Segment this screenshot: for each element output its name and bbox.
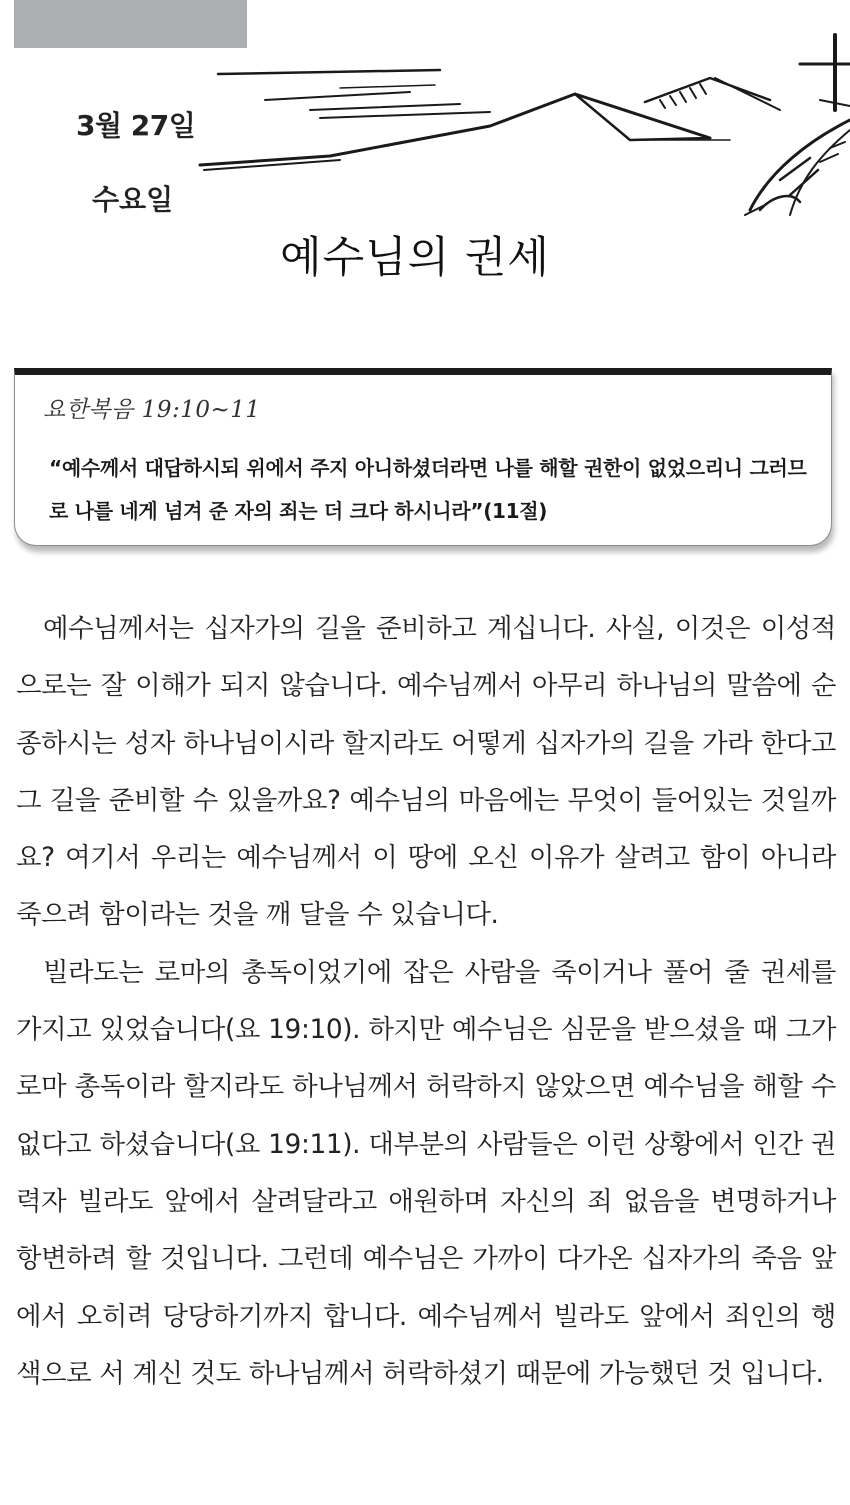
cross-on-hill-sketch-icon xyxy=(190,30,850,230)
body-paragraph: 빌라도는 로마의 총독이었기에 잡은 사람을 죽이거나 풀어 줄 권세를 가지고 있었습니다(요 19:10). 하지만 예수님은 심문을 받으셨을 때 그가 로마 총독이라 할지라도 하나님께서 허락하지 않았으면 예수님을 해할 수 없다고 하셨습니다(요 19:11). 대부분의 사람들은 이런 상황에서 인간 권력자 빌라도 앞에서 살려달라고 애원하며 자신의 죄 없음을 변명하거나 항변하려 할 것입니다. 그런데 예수님은 가까이 다가온 십자가의 죽음 앞에서 오히려 당당하기까지 합니다. 예수님께서 빌라도 앞에서 죄인의 행색으로 서 계신 것도 하나님께서 허락하셨기 때문에 가능했던 것 입니다. xyxy=(16,956,836,1389)
scripture-box xyxy=(14,368,832,546)
scripture-text: “예수께서 대답하시되 위에서 주지 아니하셨더라면 나를 해할 권한이 없었으리니 그러므로 나를 네게 넘겨 준 자의 죄는 더 크다 하시니라”(11절) xyxy=(49,456,807,523)
scripture-reference: 요한복음 19:10~11 xyxy=(43,397,261,423)
devotion-weekday: 수요일 xyxy=(92,183,174,216)
devotion-body xyxy=(16,600,836,1402)
devotion-date: 3월 27일 xyxy=(76,109,196,142)
body-paragraph: 예수님께서는 십자가의 길을 준비하고 계십니다. 사실, 이것은 이성적으로는 잘 이해가 되지 않습니다. 예수님께서 아무리 하나님의 말씀에 순종하시는 성자 하나님이시라 할지라도 어떻게 십자가의 길을 가라 한다고 그 길을 준비할 수 있을까요? 예수님의 마음에는 무엇이 들어있는 것일까요? 여기서 우리는 예수님께서 이 땅에 오신 이유가 살려고 함이 아니라 죽으려 함이라는 것을 깨 달을 수 있습니다. xyxy=(16,613,836,931)
page-title: 예수님의 권세 xyxy=(280,233,550,283)
